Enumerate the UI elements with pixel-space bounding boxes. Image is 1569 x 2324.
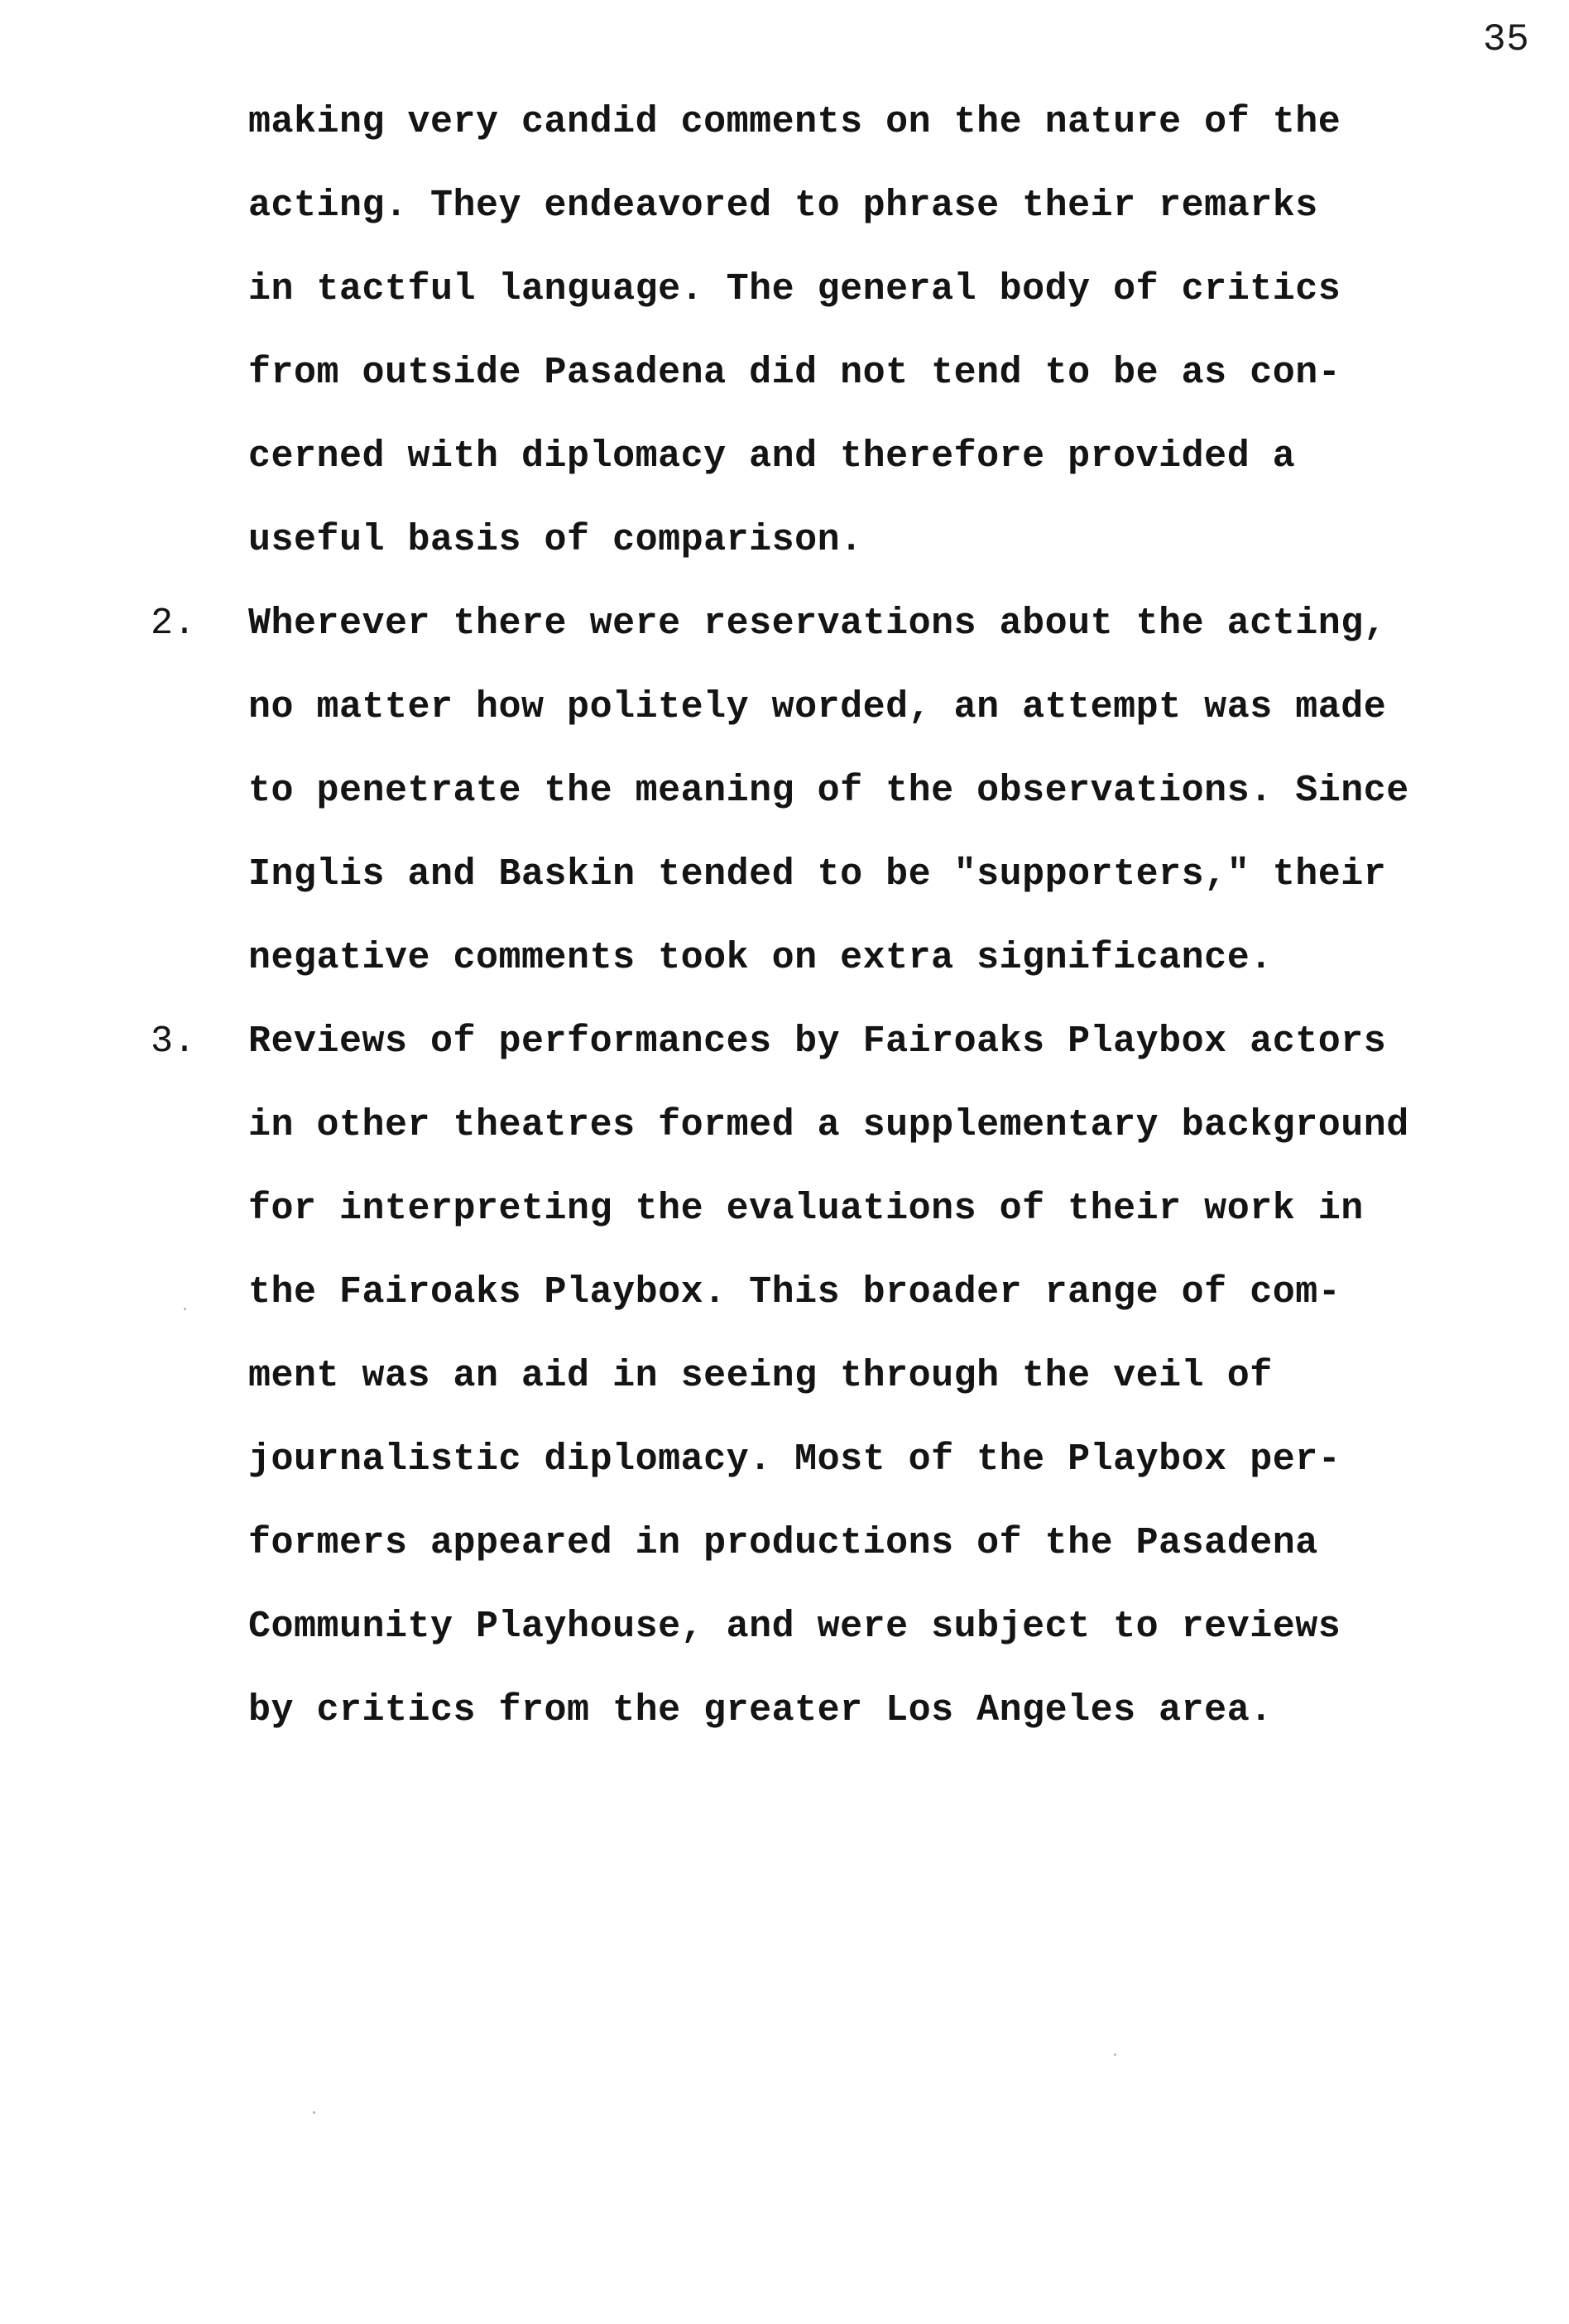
text-line: formers appeared in productions of the Pasadena (248, 1522, 1318, 1564)
text-line: useful basis of comparison. (248, 519, 863, 561)
text-line: no matter how politely worded, an attempt was made (248, 686, 1387, 728)
page-number: 35 (1483, 18, 1530, 61)
paper-speck (1114, 2053, 1116, 2056)
text-line: Wherever there were reservations about the acting, (248, 603, 1387, 645)
text-line: journalistic diplomacy. Most of the Playbox per- (248, 1438, 1341, 1481)
text-line: Reviews of performances by Fairoaks Playbox actors (248, 1020, 1387, 1063)
text-line: for interpreting the evaluations of their work in (248, 1188, 1364, 1230)
text-line: ment was an aid in seeing through the veil of (248, 1355, 1273, 1397)
text-line: cerned with diplomacy and therefore provided a (248, 435, 1296, 478)
paper-speck (313, 2111, 315, 2114)
text-line: acting. They endeavored to phrase their remarks (248, 185, 1318, 227)
list-item-number: 2. (151, 603, 197, 645)
text-line: the Fairoaks Playbox. This broader range of com- (248, 1271, 1341, 1313)
text-line: making very candid comments on the nature of the (248, 101, 1341, 143)
text-line: negative comments took on extra significance. (248, 937, 1273, 979)
paper-speck (184, 1308, 186, 1310)
text-line: in tactful language. The general body of critics (248, 268, 1341, 310)
text-line: to penetrate the meaning of the observations. Since (248, 770, 1409, 812)
text-line: in other theatres formed a supplementary background (248, 1104, 1409, 1146)
text-line: from outside Pasadena did not tend to be as con- (248, 352, 1341, 394)
text-line: by critics from the greater Los Angeles area. (248, 1689, 1273, 1731)
text-line: Inglis and Baskin tended to be "supporters," their (248, 853, 1387, 896)
text-line: Community Playhouse, and were subject to reviews (248, 1606, 1341, 1648)
list-item-number: 3. (151, 1020, 197, 1063)
